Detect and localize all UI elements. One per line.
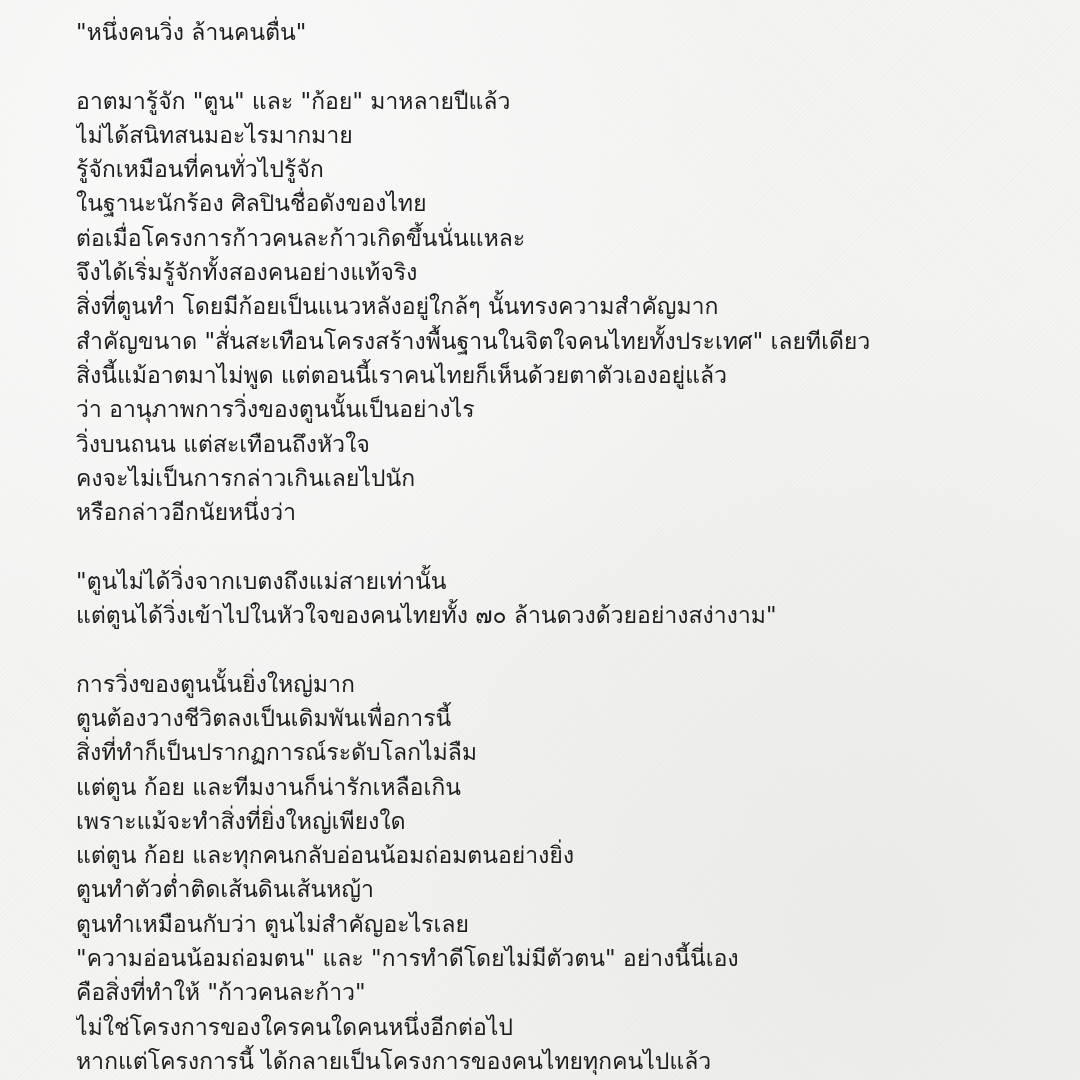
text-line: ไม่ใช่โครงการของใครคนใดคนหนึ่งอีกต่อไป (76, 1014, 513, 1041)
text-line: สำคัญขนาด "สั่นสะเทือนโครงสร้างพื้นฐานในจิตใจคนไทยทั้งประเทศ" เลยทีเดียว (76, 328, 871, 355)
letter-text (76, 16, 1066, 1079)
text-line: การวิ่งของตูนนั้นยิ่งใหญ่มาก (76, 671, 355, 698)
text-line: จึงได้เริ่มรู้จักทั้งสองคนอย่างแท้จริง (76, 260, 418, 287)
text-line: ว่า อานุภาพการวิ่งของตูนนั้นเป็นอย่างไร (76, 397, 475, 424)
text-line: ต่อเมื่อโครงการก้าวคนละก้าวเกิดขึ้นนั่นแหละ (76, 225, 526, 252)
text-line: สิ่งที่ตูนทำ โดยมีก้อยเป็นแนวหลังอยู่ใกล้ๆ นั้นทรงความสำคัญมาก (76, 294, 719, 321)
text-line: คือสิ่งที่ทำให้ "ก้าวคนละก้าว" (76, 980, 366, 1007)
quote-line: "ตูนไม่ได้วิ่งจากเบตงถึงแม่สายเท่านั้น (76, 568, 447, 595)
text-line: "ความอ่อนน้อมถ่อมตน" และ "การทำดีโดยไม่มีตัวตน" อย่างนี้นี่เอง (76, 946, 739, 973)
text-line: วิ่งบนถนน แต่สะเทือนถึงหัวใจ (76, 431, 370, 458)
text-line: แต่ตูน ก้อย และทีมงานก็น่ารักเหลือเกิน (76, 774, 462, 801)
text-line: สิ่งที่ทำก็เป็นปรากฏการณ์ระดับโลกไม่ลืม (76, 740, 477, 767)
text-line: หากแต่โครงการนี้ ได้กลายเป็นโครงการของคนไทยทุกคนไปแล้ว (76, 1048, 712, 1075)
text-line: อาตมารู้จัก "ตูน" และ "ก้อย" มาหลายปีแล้ว (76, 88, 511, 115)
blank-line (76, 50, 1066, 84)
text-line: ตูนทำตัวต่ำติดเส้นดินเส้นหญ้า (76, 877, 374, 904)
text-line: ไม่ได้สนิทสนมอะไรมากมาย (76, 122, 353, 149)
quote-line: แต่ตูนได้วิ่งเข้าไปในหัวใจของคนไทยทั้ง ๗๐ ล้านดวงด้วยอย่างสง่างาม" (76, 603, 777, 630)
blank-line (76, 530, 1066, 564)
text-line: ตูนต้องวางชีวิตลงเป็นเดิมพันเพื่อการนี้ (76, 705, 452, 732)
text-line: หรือกล่าวอีกนัยหนึ่งว่า (76, 500, 297, 527)
text-line: แต่ตูน ก้อย และทุกคนกลับอ่อนน้อมถ่อมตนอย่างยิ่ง (76, 843, 575, 870)
text-line: คงจะไม่เป็นการกล่าวเกินเลยไปนัก (76, 465, 416, 492)
title-line: "หนึ่งคนวิ่ง ล้านคนตื่น" (76, 20, 307, 46)
text-line: ในฐานะนักร้อง ศิลปินชื่อดังของไทย (76, 191, 427, 218)
text-line: ตูนทำเหมือนกับว่า ตูนไม่สำคัญอะไรเลย (76, 911, 469, 938)
text-line: สิ่งนี้แม้อาตมาไม่พูด แต่ตอนนี้เราคนไทยก็เห็นด้วยตาตัวเองอยู่แล้ว (76, 362, 727, 389)
text-line: รู้จักเหมือนที่คนทั่วไปรู้จัก (76, 157, 324, 184)
text-line: เพราะแม้จะทำสิ่งที่ยิ่งใหญ่เพียงใด (76, 808, 406, 835)
blank-line (76, 633, 1066, 667)
